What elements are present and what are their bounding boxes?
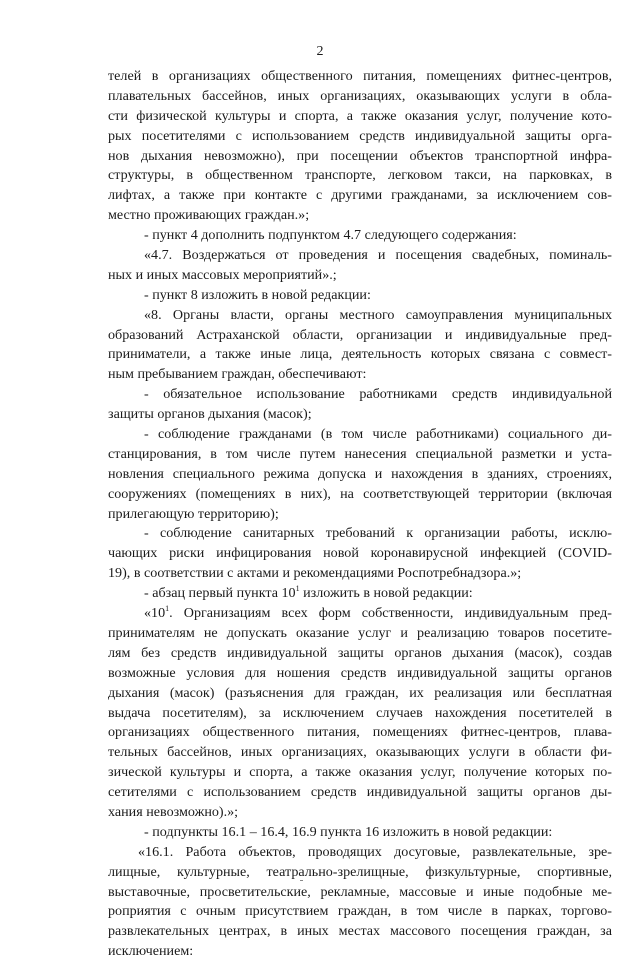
text-line: развлекательных центрах, в иных местах массового посещения граждан, за [108,923,612,940]
text-line [108,604,612,624]
superscript: 1 [165,604,170,614]
text-line: выдача посетителям), за исключением случаев нахождения посетителей в [108,704,612,721]
document-body [108,67,612,962]
text-line: сти физической культуры и спорта, а также оказания услуг, получение кото- [108,107,612,124]
text-line: структуры, в общественном транспорте, легковом такси, на парковках, в [108,167,612,184]
text-line: - соблюдение санитарных требований к организации работы, исклю- [144,525,612,542]
text-line: станцирования, в том числе путем нанесения специальной разметки и уста- [108,445,612,462]
text-span: - абзац первый пункта 10 [144,585,296,602]
text-line: - пункт 8 изложить в новой редакции: [144,286,371,303]
text-line: рых посетителями с использованием средств индивидуальной защиты орга- [108,127,612,144]
text-line: организациях общественного питания, помещениях фитнес-центров, плава- [108,724,612,741]
text-line: дыхания (масок) (разъяснения для граждан, их реализация или бесплатная [108,684,612,701]
text-line: исключением: [108,943,194,960]
text-line: чающих риски инфицирования новой коронавирусной инфекцией (COVID- [108,545,612,562]
text-line: новления специального режима допуска и нахождения в зданиях, строениях, [108,465,612,482]
text-line: прилегающую территорию); [108,505,279,522]
text-line [108,584,612,604]
text-line: местно проживающих граждан.»; [108,207,310,224]
text-line: выставочные, просветительские, рекламные, массовые и иные подобные ме- [108,883,612,900]
text-line: сетителями с использованием средств индивидуальной защиты органов ды- [108,784,612,801]
text-line: телей в организациях общественного питания, помещениях фитнес-центров, [108,68,612,84]
text-line: роприятия с очным присутствием граждан, в том числе в парках, торгово- [108,903,612,920]
text-span: . Организациям всех форм собственности, индивидуальным пред- [169,605,612,622]
text-line: - соблюдение гражданами (в том числе работниками) социального ди- [144,426,612,443]
text-line: образований Астраханской области, организации и индивидуальные пред- [108,326,612,343]
text-line: хания невозможно).»; [108,803,239,820]
text-line: плавательных бассейнов, иных организациях, оказывающих услуги в обла- [108,87,612,104]
text-line: «8. Органы власти, органы местного самоуправления муниципальных [144,306,612,323]
text-line: защиты органов дыхания (масок); [108,406,312,423]
text-line: лифтах, а также при контакте с другими гражданами, за исключением сов- [108,187,612,204]
text-line: зической культуры и спорта, а также оказания услуг, получение которых по- [108,764,612,781]
text-line: тельных бассейнов, иных организациях, оказывающих услуги в области фи- [108,744,612,761]
text-line: 19), в соответствии с актами и рекомендациями Роспотребнадзора.»; [108,565,522,582]
text-line: нов дыхания невозможно), при посещении объектов транспортной инфра- [108,147,612,164]
text-line: приниматели, а также иные лица, деятельность которых связана с совмест- [108,346,612,363]
text-span: «10 [144,605,166,622]
text-line: «16.1. Работа объектов, проводящих досуговые, развлекательные, зре- [138,843,612,860]
page-number: 2 [316,44,324,59]
text-line: - обязательное использование работниками средств индивидуальной [144,386,612,403]
text-line: ных и иных массовых мероприятий».; [108,266,337,283]
text-line: сооружениях (помещениях в них), на соответствующей территории (включая [108,485,612,502]
text-span: изложить в новой редакции: [299,585,473,602]
text-line: - подпункты 16.1 – 16.4, 16.9 пункта 16 изложить в новой редакции: [144,823,553,840]
text-line: лям без средств индивидуальной защиты органов дыхания (масок), создав [108,644,612,661]
text-line: - пункт 4 дополнить подпунктом 4.7 следующего содержания: [144,227,517,244]
text-line: лищные, культурные, театрально-зрелищные, физкультурные, спортивные, [108,863,612,880]
text-line: возможные условия для ношения средств индивидуальной защиты органов [108,664,612,681]
text-line: «4.7. Воздержаться от проведения и посещения свадебных, поминаль- [144,247,612,264]
text-line: принимателям не допускать оказание услуг и реализацию товаров посетите- [108,624,612,641]
superscript: 1 [295,584,300,594]
scan-speck [300,880,303,881]
text-line: ным пребыванием граждан, обеспечивают: [108,366,367,383]
